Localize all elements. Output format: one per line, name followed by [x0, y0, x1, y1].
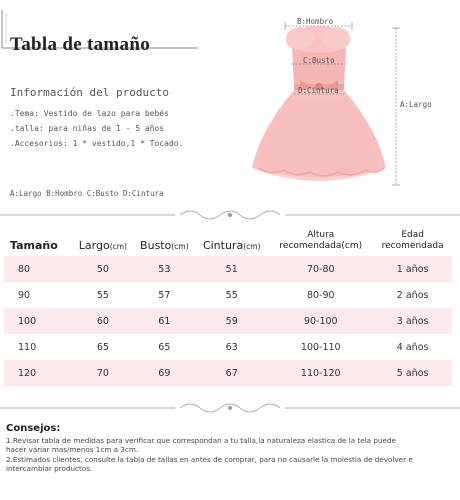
cell-height: 90-100	[268, 308, 373, 334]
cell-age: 5 años	[373, 360, 452, 386]
header-height: Altura recomendada(cm)	[279, 230, 363, 251]
cell-bust: 69	[134, 360, 196, 386]
cell-age: 3 años	[373, 308, 452, 334]
product-info-line: .Accesorios: 1 * vestido,1 * Tocado.	[10, 139, 184, 148]
cell-size: 100	[4, 308, 72, 334]
cell-height: 80-90	[306, 289, 335, 301]
label-cintura: D:Cintura	[298, 86, 339, 95]
cell-size: 90	[18, 289, 31, 301]
tips-title: Consejos:	[6, 423, 61, 434]
header-bust: Busto(cm)	[140, 239, 189, 252]
cell-age: 1 años	[373, 256, 452, 282]
cell-bust: 57	[158, 289, 171, 301]
label-largo: A:Largo	[400, 100, 432, 109]
table-row	[4, 334, 452, 360]
cell-length: 65	[96, 341, 109, 353]
tip-item: 1.Revisar tabla de medidas para verificar que correspondan a tu talla,la naturaleza elastica de la tela puede hacer variar mas/menos 1cm a 3cm.	[6, 436, 396, 454]
cell-height: 110-120	[268, 360, 373, 386]
header-waist: Cintura(cm)	[202, 239, 261, 252]
cell-size: 120	[4, 360, 72, 386]
page-title: Tabla de tamaño	[10, 34, 150, 55]
cell-height: 100-110	[300, 341, 341, 353]
table-header-row	[4, 226, 452, 256]
tips-list	[6, 436, 416, 474]
header-length: Largo(cm)	[78, 239, 127, 252]
label-hombro: B:Hombro	[297, 17, 334, 26]
tip-item: 2.Estimados clientes, consulte la tabla de tallas en antes de comprar, para no causarle la molestia de devolver e intercambiar productos.	[6, 455, 413, 473]
cell-bust: 65	[158, 341, 171, 353]
cell-length: 70	[72, 360, 133, 386]
ornament-divider	[0, 205, 460, 225]
cell-height: 70-80	[268, 256, 373, 282]
cell-size: 80	[4, 256, 72, 282]
cell-waist: 55	[225, 289, 238, 301]
cell-waist: 63	[225, 341, 238, 353]
cell-bust: 53	[134, 256, 196, 282]
cell-waist: 59	[195, 308, 268, 334]
header-size: Tamaño	[10, 239, 58, 252]
table-row	[4, 282, 452, 308]
cell-size: 110	[18, 341, 37, 353]
cell-length: 60	[72, 308, 133, 334]
product-info-line: .talla: para niñas de 1 - 5 años	[10, 124, 165, 133]
measurement-legend: A:Largo B:Hombro C:Busto D:Cintura	[10, 189, 164, 198]
cell-age: 2 años	[396, 289, 429, 301]
cell-waist: 67	[195, 360, 268, 386]
label-busto: C:Busto	[303, 56, 335, 65]
cell-length: 50	[72, 256, 133, 282]
table-row	[4, 308, 452, 334]
ornament-divider	[0, 398, 460, 418]
cell-length: 55	[96, 289, 109, 301]
product-info-title: Información del producto	[10, 86, 169, 99]
product-info-line: .Tema: Vestido de lazo para bebés	[10, 109, 169, 118]
cell-bust: 61	[134, 308, 196, 334]
dress-diagram	[200, 0, 460, 200]
header-age: Edad recomendada	[381, 230, 444, 251]
cell-age: 4 años	[396, 341, 429, 353]
table-row	[4, 360, 452, 386]
size-table	[4, 226, 452, 386]
table-row	[4, 256, 452, 282]
cell-waist: 51	[195, 256, 268, 282]
product-info-list	[10, 106, 183, 151]
